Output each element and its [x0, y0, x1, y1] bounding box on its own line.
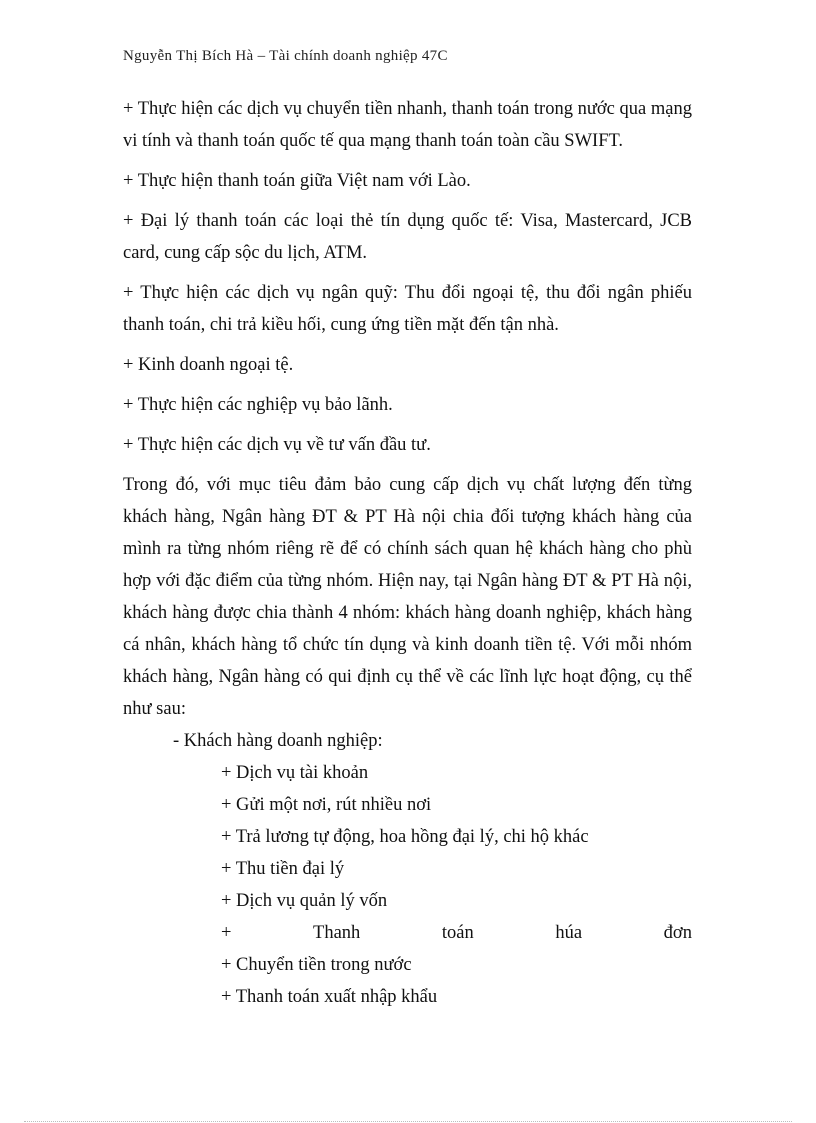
list-item-bill-payment	[221, 917, 692, 949]
spread-word: Thanh	[313, 923, 361, 943]
list-item: + Gửi một nơi, rút nhiều nơi	[221, 795, 432, 815]
business-services-list	[123, 757, 692, 1013]
paragraph-investment-advice: + Thực hiện các dịch vụ về tư vấn đầu tư.	[123, 435, 431, 455]
page-bottom-divider	[24, 1121, 792, 1122]
list-item: + Dịch vụ quản lý vốn	[221, 891, 388, 911]
paragraph-money-transfer: + Thực hiện các dịch vụ chuyển tiền nhanh, thanh toán trong nước qua mạng vi tính và thanh toán quốc tế qua mạng thanh toán toàn cầu SWIFT.	[123, 99, 692, 151]
list-item: + Dịch vụ tài khoản	[221, 763, 369, 783]
paragraph-customer-groups: Trong đó, với mục tiêu đảm bảo cung cấp dịch vụ chất lượng đến từng khách hàng, Ngân hàng ĐT & PT Hà nội chia đối tượng khách hàng của mình ra từng nhóm riêng rẽ để có chính sách quan hệ khách hàng cho phù hợp với đặc điểm của từng nhóm. Hiện nay, tại Ngân hàng ĐT & PT Hà nội, khách hàng được chia thành 4 nhóm: khách hàng doanh nghiệp, khách hàng cá nhân, khách hàng tổ chức tín dụng và kinh doanh tiền tệ. Với mỗi nhóm khách hàng, Ngân hàng có qui định cụ thể về các lĩnh lực hoạt động, cụ thể như sau:	[123, 475, 692, 719]
list-item: + Thanh toán xuất nhập khẩu	[221, 987, 438, 1007]
list-item: + Trả lương tự động, hoa hồng đại lý, chi hộ khác	[221, 827, 589, 847]
paragraph-card-agent: + Đại lý thanh toán các loại thẻ tín dụng quốc tế: Visa, Mastercard, JCB card, cung cấp sộc du lịch, ATM.	[123, 211, 692, 263]
list-item: + Chuyển tiền trong nước	[221, 955, 412, 975]
spread-word: đơn	[663, 923, 692, 943]
paragraph-forex: + Kinh doanh ngoại tệ.	[123, 355, 294, 375]
list-heading-business-customers: - Khách hàng doanh nghiệp:	[173, 731, 383, 751]
document-body	[123, 93, 692, 1013]
spread-word: toán	[441, 923, 474, 943]
list-item: + Thu tiền đại lý	[221, 859, 345, 879]
paragraph-guarantee: + Thực hiện các nghiệp vụ bảo lãnh.	[123, 395, 393, 415]
paragraph-treasury-services: + Thực hiện các dịch vụ ngân quỹ: Thu đổi ngoại tệ, thu đổi ngân phiếu thanh toán, chi trả kiều hối, cung ứng tiền mặt đến tận nhà.	[123, 283, 692, 335]
page-header: Nguyễn Thị Bích Hà – Tài chính doanh nghiệp 47C	[123, 48, 448, 64]
spread-word: húa	[555, 923, 583, 943]
paragraph-laos-payment: + Thực hiện thanh toán giữa Việt nam với Lào.	[123, 171, 471, 191]
spread-word: +	[221, 923, 232, 943]
